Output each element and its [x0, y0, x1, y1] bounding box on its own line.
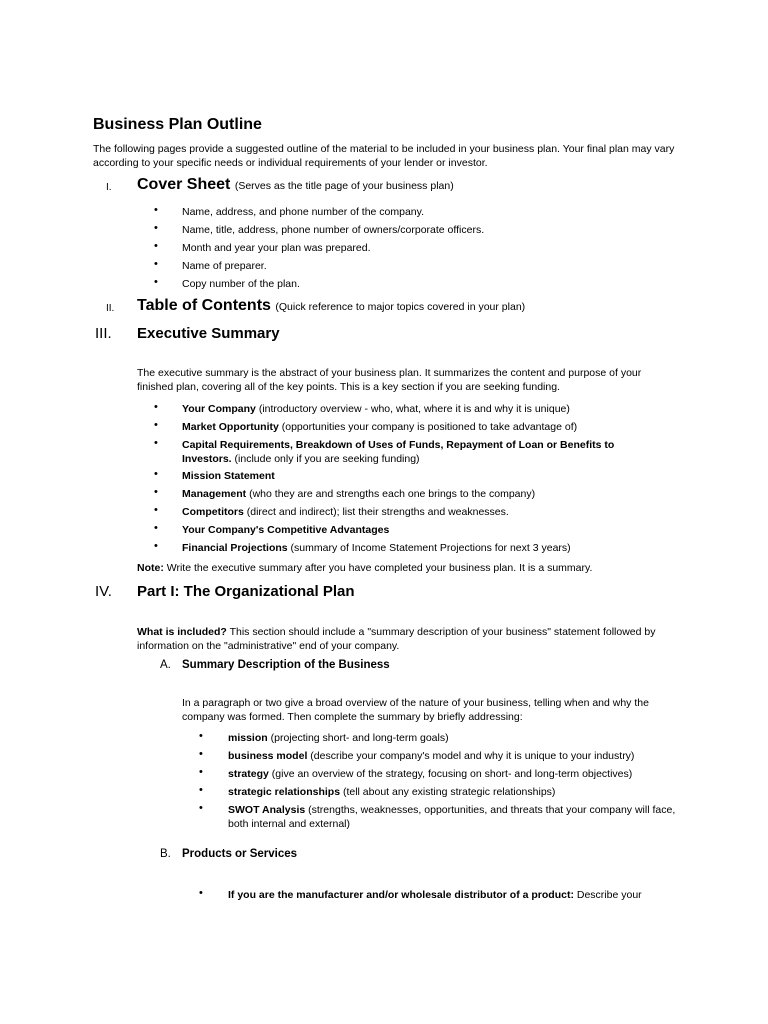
section-1-title: Cover Sheet — [137, 176, 231, 193]
document-title: Business Plan Outline — [93, 116, 262, 133]
list-item: Your Company's Competitive Advantages — [182, 524, 390, 536]
section-2-heading — [137, 297, 525, 315]
bullet-icon: • — [199, 766, 203, 778]
list-item: If you are the manufacturer and/or wholesale distributor of a product: Describe your — [228, 889, 642, 901]
bullet-icon: • — [199, 748, 203, 760]
list-item: Capital Requirements, Breakdown of Uses of Funds, Repayment of Loan or Benefits to Investors. (include only if you are seeking funding) — [182, 439, 615, 465]
list-item: Your Company (introductory overview - who, what, where it is and why it is unique) — [182, 403, 570, 415]
section-1-numeral: I. — [106, 182, 112, 193]
subsection-a-letter: A. — [160, 659, 171, 671]
bullet-icon: • — [199, 730, 203, 742]
bullet-icon: • — [154, 486, 158, 498]
bullet-icon: • — [154, 468, 158, 480]
bullet-icon: • — [154, 204, 158, 216]
section-1-heading — [137, 176, 454, 194]
list-item: strategic relationships (tell about any existing strategic relationships) — [228, 786, 556, 798]
list-item: mission (projecting short- and long-term goals) — [228, 732, 449, 744]
section-2-title: Table of Contents — [137, 297, 271, 314]
subsection-a-title: Summary Description of the Business — [182, 659, 390, 671]
list-item: Management (who they are and strengths each one brings to the company) — [182, 488, 536, 500]
section-3-numeral: III. — [95, 325, 112, 342]
section-2-subtitle: (Quick reference to major topics covered in your plan) — [275, 301, 526, 313]
list-item: strategy (give an overview of the strategy, focusing on short- and long-term objectives) — [228, 768, 633, 780]
subsection-b-letter: B. — [160, 848, 171, 860]
list-item: Mission Statement — [182, 470, 275, 482]
list-item: Copy number of the plan. — [182, 278, 300, 290]
section-1-subtitle: (Serves as the title page of your business plan) — [234, 180, 454, 192]
list-item: Competitors (direct and indirect); list their strengths and weaknesses. — [182, 506, 509, 518]
list-item: SWOT Analysis (strengths, weaknesses, opportunities, and threats that your company will face, both internal and external) — [228, 804, 676, 830]
intro-paragraph: The following pages provide a suggested outline of the material to be included in your business plan. Your final plan may vary according to your specific needs or individual requirements of your lender or investor. — [93, 143, 675, 169]
bullet-icon: • — [154, 437, 158, 449]
bullet-icon: • — [154, 222, 158, 234]
bullet-icon: • — [154, 258, 158, 270]
bullet-icon: • — [154, 419, 158, 431]
section-3-paragraph: The executive summary is the abstract of your business plan. It summarizes the content and purpose of your finished plan, covering all of the key points. This is a key section if you are seeking funding. — [137, 367, 642, 393]
bullet-icon: • — [154, 240, 158, 252]
bullet-icon: • — [154, 401, 158, 413]
list-item: business model (describe your company's model and why it is unique to your industry) — [228, 750, 635, 762]
section-4-included: What is included? This section should include a "summary description of your business" statement followed by information on the "administrative" end of your company. — [137, 626, 656, 652]
bullet-icon: • — [154, 540, 158, 552]
list-item: Financial Projections (summary of Income Statement Projections for next 3 years) — [182, 542, 571, 554]
bullet-icon: • — [154, 504, 158, 516]
list-item: Name of preparer. — [182, 260, 267, 272]
bullet-icon: • — [199, 887, 203, 899]
section-4-numeral: IV. — [95, 583, 112, 600]
list-item: Name, title, address, phone number of owners/corporate officers. — [182, 224, 485, 236]
section-4-title: Part I: The Organizational Plan — [137, 583, 355, 600]
bullet-icon: • — [199, 802, 203, 814]
list-item: Month and year your plan was prepared. — [182, 242, 371, 254]
list-item: Market Opportunity (opportunities your company is positioned to take advantage of) — [182, 421, 578, 433]
list-item: Name, address, and phone number of the company. — [182, 206, 425, 218]
subsection-b-title: Products or Services — [182, 848, 298, 860]
bullet-icon: • — [154, 276, 158, 288]
section-3-title: Executive Summary — [137, 325, 280, 342]
section-3-note: Note: Write the executive summary after you have completed your business plan. It is a summary. — [137, 562, 593, 574]
section-2-numeral: II. — [106, 303, 115, 314]
subsection-a-paragraph: In a paragraph or two give a broad overview of the nature of your business, telling when and why the company was formed. Then complete the summary by briefly addressing: — [182, 697, 649, 723]
bullet-icon: • — [199, 784, 203, 796]
bullet-icon: • — [154, 522, 158, 534]
